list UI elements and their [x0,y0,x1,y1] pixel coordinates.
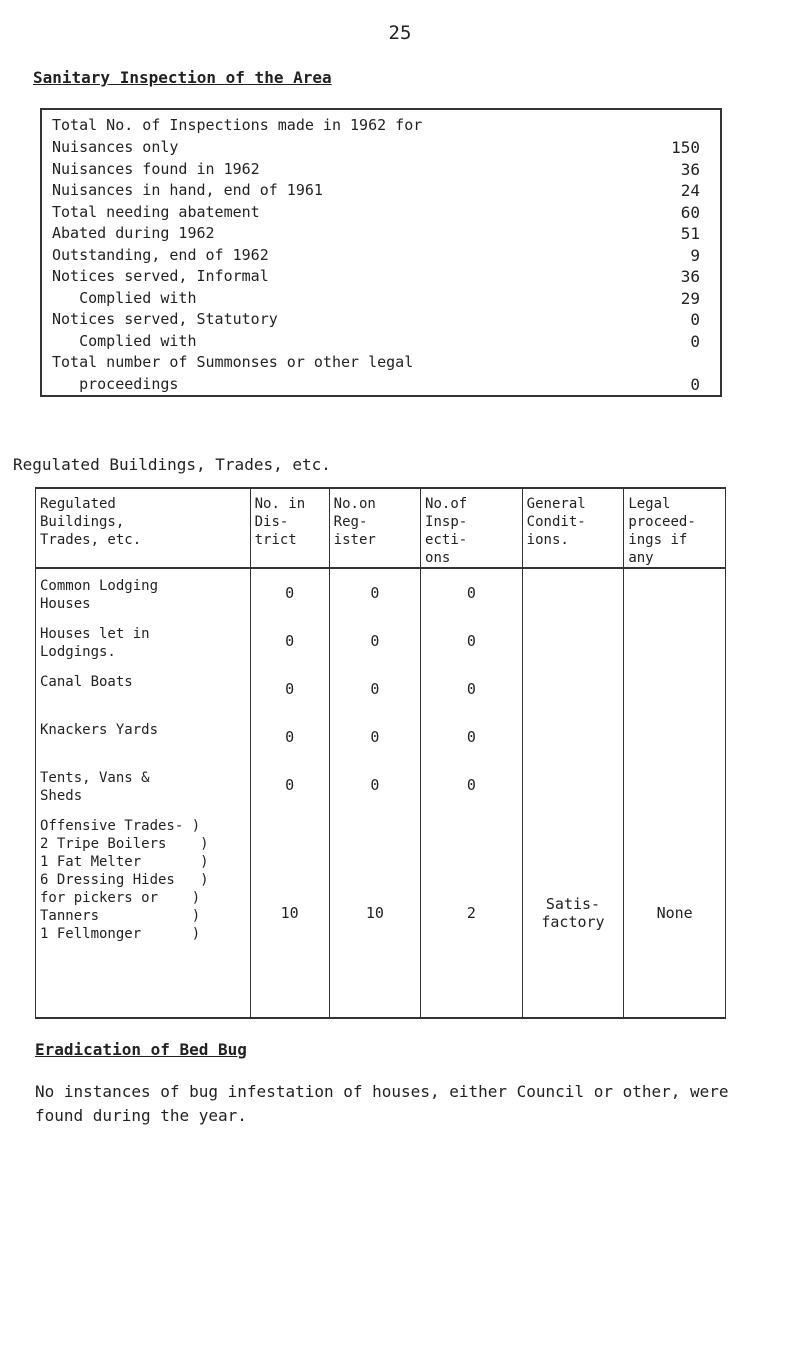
page-number: 25 [388,22,412,44]
cell-no-in-district: 10 [250,809,329,1018]
inspection-value: 9 [690,245,700,265]
inspection-value: 29 [680,288,700,308]
inspection-label: Outstanding, end of 1962 [52,245,269,264]
inspection-row [52,332,712,354]
cell-no-of-inspections: 2 [421,809,523,1018]
cell-no-in-district: 0 [250,617,329,665]
cell-no-on-register: 0 [329,761,420,809]
inspection-row [52,203,712,225]
inspection-value: 24 [680,181,700,200]
cell-no-of-inspections: 0 [421,761,523,809]
inspection-label: Total number of Summonses or other legal [52,353,414,371]
inspection-row [52,375,712,397]
table-header-row [36,488,726,568]
cell-legal-proceedings [624,617,726,665]
cell-building: Knackers Yards [36,713,251,761]
inspection-row [52,289,712,311]
bed-bug-heading: Eradication of Bed Bug [35,1040,247,1059]
cell-legal-proceedings [624,665,726,713]
table-row [36,568,726,617]
cell-general-conditions: Satis- factory [522,809,624,1018]
table-row [36,713,726,761]
cell-general-conditions [522,713,624,761]
cell-general-conditions [522,568,624,617]
cell-legal-proceedings [624,568,726,617]
inspection-label: Abated during 1962 [52,224,215,242]
cell-legal-proceedings [624,761,726,809]
cell-building: Canal Boats [36,665,251,713]
header-general-conditions: General Condit- ions. [522,488,624,568]
cell-general-conditions [522,761,624,809]
regulated-buildings-table [35,487,726,1019]
inspection-row [52,224,712,246]
inspection-label: Complied with [52,331,197,350]
inspection-value: 0 [690,331,700,351]
inspection-label: Nuisances in hand, end of 1961 [52,181,323,199]
cell-no-of-inspections: 0 [421,713,523,761]
inspection-value: 36 [680,159,700,179]
inspection-intro: Total No. of Inspections made in 1962 for [52,116,423,134]
inspection-row [52,353,712,375]
inspection-row [52,181,712,203]
table-row [36,665,726,713]
inspection-value: 0 [690,310,700,329]
cell-legal-proceedings: None [624,809,726,1018]
cell-building: Common Lodging Houses [36,568,251,617]
inspection-value: 150 [671,138,700,157]
regulated-buildings-title: Regulated Buildings, Trades, etc. [13,455,331,474]
cell-no-of-inspections: 0 [421,568,523,617]
inspection-value: 51 [680,224,700,243]
cell-no-in-district: 0 [250,665,329,713]
cell-legal-proceedings [624,713,726,761]
cell-general-conditions [522,617,624,665]
header-no-of-inspections: No.of Insp- ecti- ons [421,488,523,568]
header-no-on-register: No.on Reg- ister [329,488,420,568]
table-row [36,761,726,809]
cell-no-in-district: 0 [250,568,329,617]
inspection-label: Complied with [52,288,197,307]
header-regulated: Regulated Buildings, Trades, etc. [36,488,251,568]
inspection-label: Nuisances only [52,138,179,156]
inspection-row [52,246,712,268]
cell-no-on-register: 0 [329,617,420,665]
cell-no-in-district: 0 [250,761,329,809]
cell-building: Offensive Trades- ) 2 Tripe Boilers ) 1 Fat Melter ) 6 Dressing Hides ) for pickers or ) Tanners ) 1 Fellmonger ) [36,809,251,1018]
bed-bug-paragraph: No instances of bug infestation of houses, either Council or other, were found during the year. [35,1082,729,1125]
inspection-label: Total needing abatement [52,202,260,221]
inspection-value: 0 [690,374,700,394]
inspection-label: Notices served, Statutory [52,310,278,328]
cell-no-on-register: 0 [329,568,420,617]
inspection-value: 36 [680,267,700,286]
cell-no-on-register: 0 [329,665,420,713]
inspection-label: Nuisances found in 1962 [52,159,260,178]
inspection-row [52,267,712,289]
header-no-in-district: No. in Dis- trict [250,488,329,568]
sanitary-inspection-heading: Sanitary Inspection of the Area [33,68,332,87]
cell-no-of-inspections: 0 [421,617,523,665]
inspection-row [52,138,712,160]
cell-building: Houses let in Lodgings. [36,617,251,665]
cell-building: Tents, Vans & Sheds [36,761,251,809]
cell-no-of-inspections: 0 [421,665,523,713]
table-row [36,809,726,1018]
cell-no-on-register: 10 [329,809,420,1018]
cell-general-conditions [522,665,624,713]
cell-no-in-district: 0 [250,713,329,761]
header-legal-proceedings: Legal proceed- ings if any [624,488,726,568]
inspection-label: proceedings [52,374,179,393]
table-row [36,617,726,665]
inspection-summary-box [40,108,722,397]
cell-no-on-register: 0 [329,713,420,761]
inspection-row [52,310,712,332]
inspection-label: Notices served, Informal [52,267,269,285]
inspection-value: 60 [680,202,700,222]
inspection-row [52,160,712,182]
